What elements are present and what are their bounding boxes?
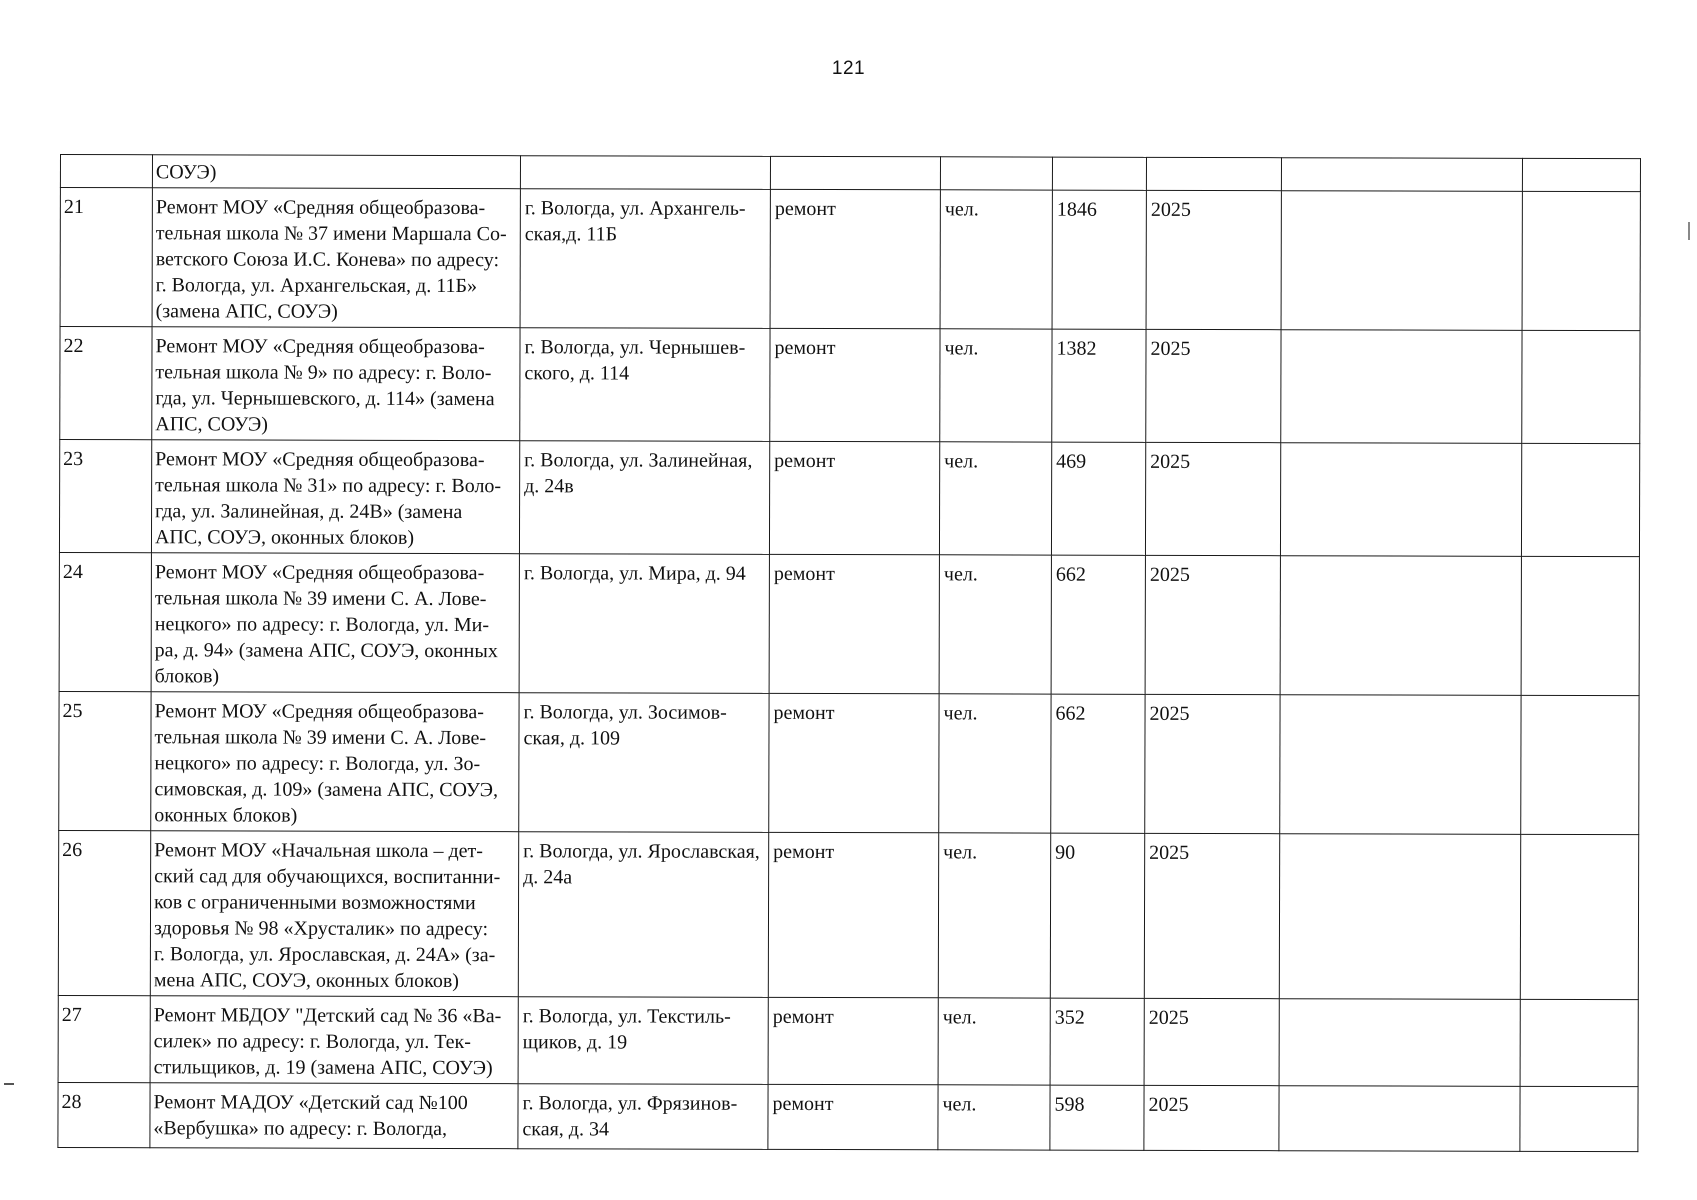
cell-work: ремонт bbox=[768, 832, 938, 997]
cell-value: 1846 bbox=[1052, 190, 1146, 329]
text-line: ского, д. 114 bbox=[524, 362, 630, 385]
cell-unit: чел. bbox=[939, 555, 1051, 694]
text-line: ветского Союза И.С. Конева» по адресу: bbox=[155, 248, 500, 272]
cell-name bbox=[151, 440, 519, 554]
text-line: тельная школа № 39 имени С. А. Лове- bbox=[154, 726, 487, 750]
cell-address bbox=[519, 693, 769, 833]
cell-name: СОУЭ) bbox=[152, 155, 520, 189]
cell-name bbox=[151, 553, 519, 693]
page-number: 121 bbox=[831, 58, 866, 79]
text-line: гда, ул. Залинейная, д. 24В» (замена bbox=[155, 500, 463, 524]
cell-num: 25 bbox=[59, 691, 151, 830]
text-line: ский сад для обучающихся, воспитанни- bbox=[154, 865, 501, 889]
cell-note bbox=[1280, 556, 1521, 696]
text-line: (замена АПС, СОУЭ) bbox=[155, 300, 338, 323]
cell-work: ремонт bbox=[769, 441, 939, 554]
cell-year: 2025 bbox=[1145, 442, 1280, 555]
text-line: силек» по адресу: г. Вологда, ул. Тек- bbox=[153, 1030, 471, 1054]
cell-extra bbox=[1521, 556, 1639, 695]
cell-address bbox=[518, 1084, 768, 1150]
cell-work: ремонт bbox=[769, 693, 939, 832]
text-line: г. Вологда, ул. Мира, д. 94 bbox=[523, 562, 746, 585]
table-row bbox=[60, 327, 1640, 444]
cell-num: 26 bbox=[58, 830, 150, 995]
cell-name bbox=[152, 188, 520, 328]
cell-note bbox=[1280, 695, 1521, 835]
cell-address bbox=[519, 554, 769, 694]
cell-year: 2025 bbox=[1144, 833, 1279, 998]
text-line: ская,д. 11Б bbox=[524, 223, 618, 246]
cell-name bbox=[150, 996, 518, 1084]
cell-num: 21 bbox=[60, 188, 152, 327]
cell-unit: чел. bbox=[940, 190, 1052, 329]
table-row bbox=[60, 188, 1640, 331]
cell-unit: чел. bbox=[940, 329, 1052, 442]
text-line: мена АПС, СОУЭ, оконных блоков) bbox=[153, 969, 459, 993]
text-line: Ремонт МОУ «Средняя общеобразова- bbox=[154, 700, 484, 724]
cell-note bbox=[1279, 999, 1520, 1087]
text-line: ков с ограниченными возможностями bbox=[154, 891, 476, 915]
cell-work bbox=[770, 156, 940, 189]
cell-value bbox=[1052, 157, 1146, 190]
text-line: Ремонт МОУ «Средняя общеобразова- bbox=[154, 561, 485, 585]
cell-value: 469 bbox=[1051, 442, 1145, 555]
cell-extra bbox=[1521, 695, 1639, 834]
cell-value: 352 bbox=[1050, 998, 1144, 1085]
cell-work: ремонт bbox=[768, 997, 938, 1084]
cell-work: ремонт bbox=[769, 554, 939, 693]
cell-work: ремонт bbox=[770, 189, 940, 328]
text-line: тельная школа № 31» по адресу: г. Воло- bbox=[155, 474, 502, 498]
text-line: оконных блоков) bbox=[154, 804, 298, 827]
table-row bbox=[59, 552, 1639, 695]
cell-unit bbox=[940, 157, 1052, 190]
cell-extra bbox=[1521, 443, 1639, 556]
cell-year: 2025 bbox=[1144, 1085, 1279, 1150]
cell-work: ремонт bbox=[770, 328, 940, 441]
cell-address bbox=[520, 189, 770, 329]
text-line: Ремонт МБДОУ "Детский сад № 36 «Ва- bbox=[153, 1004, 502, 1028]
cell-num: 24 bbox=[59, 552, 151, 691]
text-line: блоков) bbox=[154, 665, 220, 688]
cell-num: 27 bbox=[58, 995, 150, 1082]
cell-num: 22 bbox=[60, 327, 152, 440]
cell-extra bbox=[1522, 158, 1640, 191]
continuation-row bbox=[60, 155, 1640, 192]
scan-mark-right bbox=[1688, 222, 1690, 240]
cell-value: 90 bbox=[1050, 833, 1144, 998]
cell-unit: чел. bbox=[938, 998, 1050, 1085]
table-row bbox=[58, 995, 1638, 1086]
text-line: щиков, д. 19 bbox=[522, 1031, 628, 1054]
cell-value: 598 bbox=[1050, 1085, 1144, 1150]
cell-extra bbox=[1522, 191, 1640, 330]
text-line: г. Вологда, ул. Текстиль- bbox=[522, 1005, 731, 1028]
cell-note bbox=[1279, 834, 1520, 1000]
text-line: гда, ул. Чернышевского, д. 114» (замена bbox=[155, 387, 495, 411]
text-line: д. 24а bbox=[523, 866, 573, 889]
cell-unit: чел. bbox=[939, 442, 1051, 555]
table-row bbox=[58, 830, 1638, 999]
cell-year bbox=[1146, 157, 1281, 190]
cell-year: 2025 bbox=[1145, 555, 1280, 694]
text-line: тельная школа № 9» по адресу: г. Воло- bbox=[155, 361, 492, 385]
cell-note bbox=[1280, 443, 1521, 557]
cell-address bbox=[518, 832, 768, 998]
text-line: г. Вологда, ул. Архангель- bbox=[524, 197, 746, 220]
text-line: г. Вологда, ул. Залинейная, bbox=[524, 449, 753, 472]
scan-mark-left bbox=[4, 1083, 14, 1085]
cell-unit: чел. bbox=[938, 1085, 1050, 1150]
text-line: Ремонт МАДОУ «Детский сад №100 bbox=[153, 1091, 468, 1115]
cell-unit: чел. bbox=[939, 694, 1051, 833]
text-line: г. Вологда, ул. Архангельская, д. 11Б» bbox=[155, 274, 478, 298]
cell-value: 662 bbox=[1051, 694, 1145, 833]
text-line: симовская, д. 109» (замена АПС, СОУЭ, bbox=[154, 778, 499, 802]
text-line: здоровья № 98 «Хрусталик» по адресу: bbox=[153, 917, 489, 941]
cell-extra bbox=[1522, 330, 1640, 443]
text-line: ская, д. 109 bbox=[523, 727, 621, 750]
cell-address bbox=[520, 156, 770, 190]
text-line: Ремонт МОУ «Средняя общеобразова- bbox=[155, 448, 485, 472]
text-line: г. Вологда, ул. Фрязинов- bbox=[522, 1092, 738, 1115]
cell-name bbox=[151, 692, 519, 832]
cell-address bbox=[520, 328, 770, 442]
cell-year: 2025 bbox=[1145, 694, 1280, 833]
table-row bbox=[59, 440, 1639, 557]
text-line: ская, д. 34 bbox=[522, 1118, 610, 1141]
text-line: г. Вологда, ул. Ярославская, д. 24А» (за- bbox=[153, 943, 496, 967]
text-line: нецкого» по адресу: г. Вологда, ул. Ми- bbox=[154, 613, 490, 637]
table-body bbox=[58, 155, 1641, 1152]
text-line: д. 24в bbox=[524, 475, 574, 498]
cell-note bbox=[1279, 1086, 1520, 1152]
cell-year: 2025 bbox=[1146, 329, 1281, 442]
cell-address bbox=[518, 997, 768, 1085]
text-line: Ремонт МОУ «Средняя общеобразова- bbox=[155, 196, 486, 220]
works-table bbox=[57, 154, 1641, 1152]
cell-note bbox=[1281, 191, 1522, 331]
text-line: «Вербушка» по адресу: г. Вологда, bbox=[153, 1117, 448, 1141]
cell-unit: чел. bbox=[938, 833, 1050, 998]
text-line: АПС, СОУЭ, оконных блоков) bbox=[154, 526, 415, 549]
cell-num: 23 bbox=[59, 440, 151, 553]
text-line: стильщиков, д. 19 (замена АПС, СОУЭ) bbox=[153, 1056, 493, 1080]
cell-work: ремонт bbox=[768, 1084, 938, 1149]
cell-year: 2025 bbox=[1144, 998, 1279, 1085]
cell-num: 28 bbox=[58, 1082, 150, 1147]
cell-name bbox=[150, 1083, 518, 1149]
cell-value: 1382 bbox=[1052, 329, 1146, 442]
cell-address bbox=[519, 441, 769, 555]
text-line: нецкого» по адресу: г. Вологда, ул. Зо- bbox=[154, 752, 481, 776]
table-row bbox=[59, 691, 1639, 834]
text-line: Ремонт МОУ «Начальная школа – дет- bbox=[154, 839, 483, 863]
text-line: АПС, СОУЭ) bbox=[155, 413, 268, 436]
cell-note bbox=[1281, 330, 1522, 444]
table-row bbox=[58, 1082, 1638, 1151]
text-line: г. Вологда, ул. Чернышев- bbox=[524, 336, 746, 359]
text-line: тельная школа № 37 имени Маршала Со- bbox=[155, 222, 507, 246]
cell-extra bbox=[1520, 834, 1638, 999]
text-line: Ремонт МОУ «Средняя общеобразова- bbox=[155, 335, 485, 359]
cell-name bbox=[150, 831, 518, 997]
cell-num bbox=[60, 155, 152, 188]
cell-year: 2025 bbox=[1146, 190, 1281, 329]
text-line: г. Вологда, ул. Ярославская, bbox=[523, 840, 760, 863]
cell-note bbox=[1281, 158, 1522, 192]
text-line: тельная школа № 39 имени С. А. Лове- bbox=[154, 587, 487, 611]
cell-extra bbox=[1520, 999, 1638, 1086]
cell-name bbox=[152, 327, 520, 441]
cell-value: 662 bbox=[1051, 555, 1145, 694]
text-line: г. Вологда, ул. Зосимов- bbox=[523, 701, 727, 724]
cell-extra bbox=[1520, 1086, 1638, 1151]
text-line: ра, д. 94» (замена АПС, СОУЭ, оконных bbox=[154, 639, 498, 663]
